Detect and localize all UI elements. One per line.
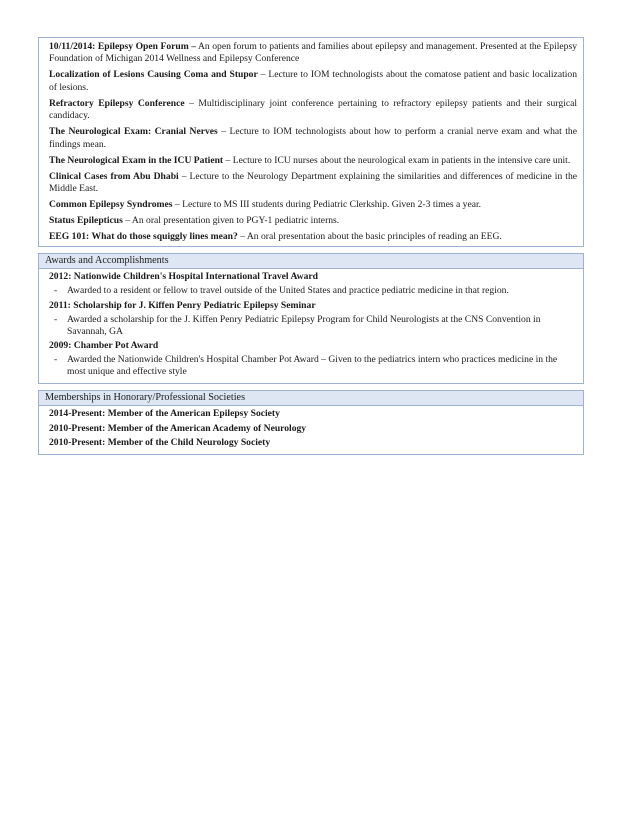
- dash-bullet: -: [54, 354, 58, 365]
- award-desc-text: Awarded the Nationwide Children's Hospital Chamber Pot Award – Given to the pediatrics intern who practices medicine in the most unique and effective style: [67, 354, 558, 378]
- dash-bullet: -: [54, 313, 58, 325]
- presentation-title: 10/11/2014: Epilepsy Open Forum –: [49, 41, 197, 52]
- award-title: 2011: Scholarship for J. Kiffen Penry Pediatric Epilepsy Seminar: [49, 299, 316, 311]
- presentation-entry: [49, 155, 577, 167]
- award-desc-text: Awarded to a resident or fellow to travel outside of the United States and practice pediatric medicine in that region.: [67, 285, 509, 297]
- presentation-desc: An open forum to patients and families about epilepsy and management. Presented at the Epilepsy Foundation of Michigan 2014 Wellness and Epilepsy Conference: [49, 41, 577, 65]
- memberships-section: [38, 390, 584, 454]
- presentation-entry: [49, 41, 577, 66]
- membership-item: 2010-Present: Member of the Child Neurology Society: [49, 437, 271, 449]
- section-heading: Memberships in Honorary/Professional Societies: [39, 391, 583, 406]
- presentation-title: The Neurological Exam in the ICU Patient: [49, 154, 224, 166]
- presentation-entry: [49, 98, 577, 123]
- presentation-desc: – Lecture to ICU nurses about the neurological exam in patients in the intensive care unit.: [223, 154, 571, 166]
- presentation-title: Common Epilepsy Syndromes: [49, 199, 173, 211]
- presentation-entry: [49, 69, 577, 94]
- presentation-title: Status Epilepticus: [49, 215, 123, 227]
- presentation-entry: [49, 231, 577, 243]
- award-title: 2009: Chamber Pot Award: [49, 340, 159, 352]
- membership-item: 2014-Present: Member of the American Epilepsy Society: [49, 408, 280, 420]
- presentation-desc: – Lecture to IOM technologists about the comatose patient and basic localization of lesions.: [49, 69, 577, 93]
- award-desc: [49, 354, 577, 378]
- presentation-entry: [49, 126, 577, 151]
- cv-page: [38, 37, 584, 461]
- presentations-section: [38, 37, 584, 247]
- presentations-list: [39, 38, 583, 246]
- section-heading: Awards and Accomplishments: [39, 254, 583, 269]
- presentation-title: Refractory Epilepsy Conference: [49, 97, 185, 109]
- award-title: 2012: Nationwide Children's Hospital International Travel Award: [49, 271, 318, 283]
- award-desc: [49, 285, 577, 297]
- presentation-desc: – Lecture to the Neurology Department explaining the similarities and differences of medicine in the Middle East.: [49, 170, 577, 195]
- presentation-entry: [49, 215, 577, 227]
- presentation-title: The Neurological Exam: Cranial Nerves: [49, 126, 218, 138]
- membership-item: 2010-Present: Member of the American Academy of Neurology: [49, 422, 307, 434]
- presentation-title: EEG 101: What do those squiggly lines mean?: [49, 231, 238, 243]
- presentation-title: Localization of Lesions Causing Coma and Stupor: [49, 69, 258, 81]
- awards-list: [39, 269, 583, 383]
- award-desc: [49, 314, 577, 338]
- presentation-desc: – Lecture to MS III students during Pediatric Clerkship. Given 2-3 times a year.: [172, 199, 482, 211]
- memberships-list: [39, 406, 583, 453]
- presentation-desc: – Lecture to IOM technologists about how to perform a cranial nerve exam and what the findings mean.: [49, 126, 577, 150]
- presentation-entry: [49, 171, 577, 196]
- presentation-desc: – An oral presentation given to PGY-1 pediatric interns.: [122, 215, 340, 227]
- presentation-entry: [49, 199, 577, 211]
- award-desc-text: Awarded a scholarship for the J. Kiffen Penry Pediatric Epilepsy Program for Child Neurologists at the CNS Convention in Savannah, GA: [67, 313, 541, 337]
- dash-bullet: -: [54, 285, 58, 297]
- awards-section: [38, 253, 584, 384]
- presentation-desc: – Multidisciplinary joint conference pertaining to refractory epilepsy patients and their surgical candidacy.: [49, 97, 577, 122]
- presentation-title: Clinical Cases from Abu Dhabi: [49, 170, 179, 182]
- presentation-desc: – An oral presentation about the basic principles of reading an EEG.: [237, 231, 502, 243]
